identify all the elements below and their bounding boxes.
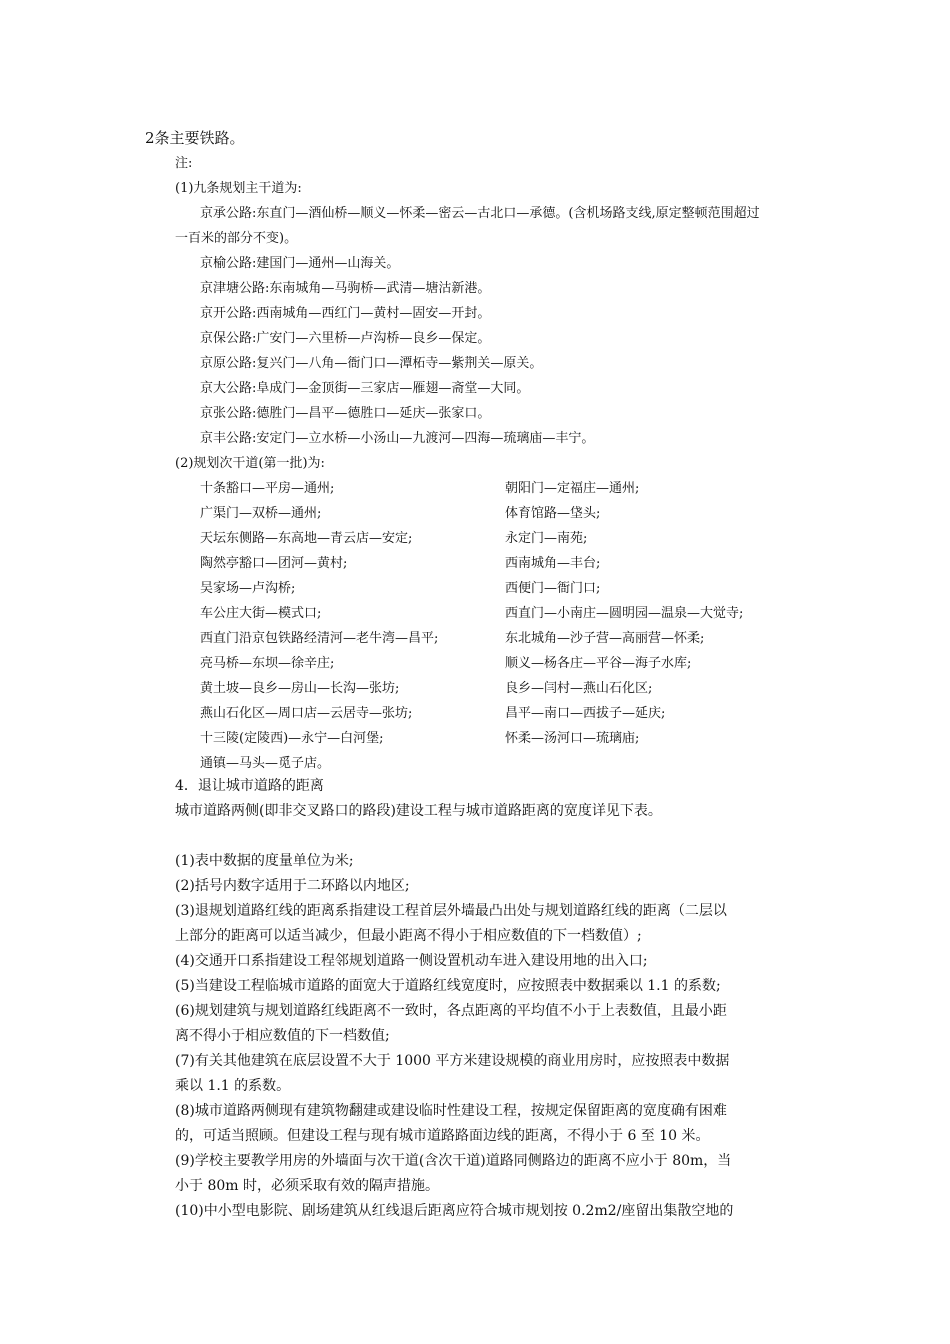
note-line: 离不得小于相应数值的下一档数值; (175, 1028, 390, 1044)
note-line: 的，可适当照顾。但建设工程与现有城市道路路面边线的距离，不得小于 6 至 10 米。 (175, 1128, 710, 1144)
main-road-line: 京榆公路:建国门—通州—山海关。 (200, 256, 400, 271)
secondary-road-right: 体育馆路—垡头; (505, 506, 601, 521)
main-road-line: 京保公路:广安门—六里桥—卢沟桥—良乡—保定。 (200, 331, 491, 346)
note-line: (8)城市道路两侧现有建筑物翻建或建设临时性建设工程，按规定保留距离的宽度确有困难 (175, 1103, 727, 1119)
secondary-road-right: 东北城角—沙子营—高丽营—怀柔; (505, 631, 705, 646)
secondary-road-right: 西南城角—丰台; (505, 556, 601, 571)
section-intro: 城市道路两侧(即非交叉路口的路段)建设工程与城市道路距离的宽度详见下表。 (175, 803, 662, 819)
secondary-road-left: 十条豁口—平房—通州; (200, 481, 335, 496)
secondary-road-right: 怀柔—汤河口—琉璃庙; (505, 731, 640, 746)
note-line: (6)规划建筑与规划道路红线距离不一致时，各点距离的平均值不小于上表数值，且最小距 (175, 1003, 727, 1019)
secondary-road-right: 朝阳门—定福庄—通州; (505, 481, 640, 496)
secondary-road-right: 昌平—南口—西拔子—延庆; (505, 706, 666, 721)
note-line: (4)交通开口系指建设工程邻规划道路一侧设置机动车进入建设用地的出入口; (175, 953, 648, 969)
note-line: (9)学校主要教学用房的外墙面与次干道(含次干道)道路同侧路边的距离不应小于 80m，当 (175, 1153, 732, 1169)
main-road-line: 京张公路:德胜门—昌平—德胜口—延庆—张家口。 (200, 406, 491, 421)
secondary-road-left: 黄土坡—良乡—房山—长沟—张坊; (200, 681, 400, 696)
main-road-line: 一百米的部分不变)。 (175, 231, 298, 246)
secondary-road-left: 十三陵(定陵西)—永宁—白河堡; (200, 731, 384, 746)
secondary-road-left: 西直门沿京包铁路经清河—老牛湾—昌平; (200, 631, 439, 646)
main-road-line: 京丰公路:安定门—立水桥—小汤山—九渡河—四海—琉璃庙—丰宁。 (200, 431, 595, 446)
main-road-line: 京承公路:东直门—酒仙桥—顺义—怀柔—密云—古北口—承德。(含机场路支线,原定整顿范围超过 (200, 206, 760, 221)
secondary-road-left: 吴家场—卢沟桥; (200, 581, 296, 596)
note-line: (2)括号内数字适用于二环路以内地区; (175, 878, 410, 894)
secondary-road-right: 永定门—南苑; (505, 531, 588, 546)
secondary-road-right: 良乡—闫村—燕山石化区; (505, 681, 653, 696)
secondary-road-left: 车公庄大街—模式口; (200, 606, 322, 621)
note-line: (1)表中数据的度量单位为米; (175, 853, 354, 869)
main-road-line: 京津塘公路:东南城角—马驹桥—武清—塘沽新港。 (200, 281, 491, 296)
secondary-road-left: 广渠门—双桥—通州; (200, 506, 322, 521)
main-roads-title: (1)九条规划主干道为: (175, 181, 302, 196)
secondary-road-right: 西便门—衙门口; (505, 581, 601, 596)
main-road-line: 京大公路:阜成门—金顶街—三家店—雁翅—斋堂—大同。 (200, 381, 530, 396)
note-line: (3)退规划道路红线的距离系指建设工程首层外墙最凸出处与规划道路红线的距离（二层以 (175, 903, 727, 919)
note-line: (10)中小型电影院、剧场建筑从红线退后距离应符合城市规划按 0.2m2/座留出集散空地的 (175, 1203, 734, 1219)
secondary-road-left: 燕山石化区—周口店—云居寺—张坊; (200, 706, 413, 721)
note-line: (7)有关其他建筑在底层设置不大于 1000 平方米建设规模的商业用房时，应按照表中数据 (175, 1053, 730, 1069)
main-road-line: 京开公路:西南城角—西红门—黄村—固安—开封。 (200, 306, 491, 321)
railway-heading: 2条主要铁路。 (145, 129, 245, 147)
note-line: 小于 80m 时，必须采取有效的隔声措施。 (175, 1178, 439, 1194)
note-line: (5)当建设工程临城市道路的面宽大于道路红线宽度时，应按照表中数据乘以 1.1 的系数; (175, 978, 721, 994)
secondary-road-left: 通镇—马头—觅子店。 (200, 756, 331, 771)
secondary-road-right: 顺义—杨各庄—平谷—海子水库; (505, 656, 692, 671)
secondary-road-left: 天坛东侧路—东高地—青云店—安定; (200, 531, 413, 546)
main-road-line: 京原公路:复兴门—八角—衙门口—潭柘寺—紫荆关—原关。 (200, 356, 543, 371)
section-heading: 4．退让城市道路的距离 (175, 778, 324, 794)
secondary-road-right: 西直门—小南庄—圆明园—温泉—大觉寺; (505, 606, 744, 621)
note-line: 上部分的距离可以适当减少，但最小距离不得小于相应数值的下一档数值）; (175, 928, 642, 944)
secondary-road-left: 陶然亭豁口—团河—黄村; (200, 556, 348, 571)
secondary-roads-title: (2)规划次干道(第一批)为: (175, 456, 325, 471)
note-line: 乘以 1.1 的系数。 (175, 1078, 291, 1094)
secondary-road-left: 亮马桥—东坝—徐辛庄; (200, 656, 335, 671)
note-label: 注: (175, 156, 193, 171)
